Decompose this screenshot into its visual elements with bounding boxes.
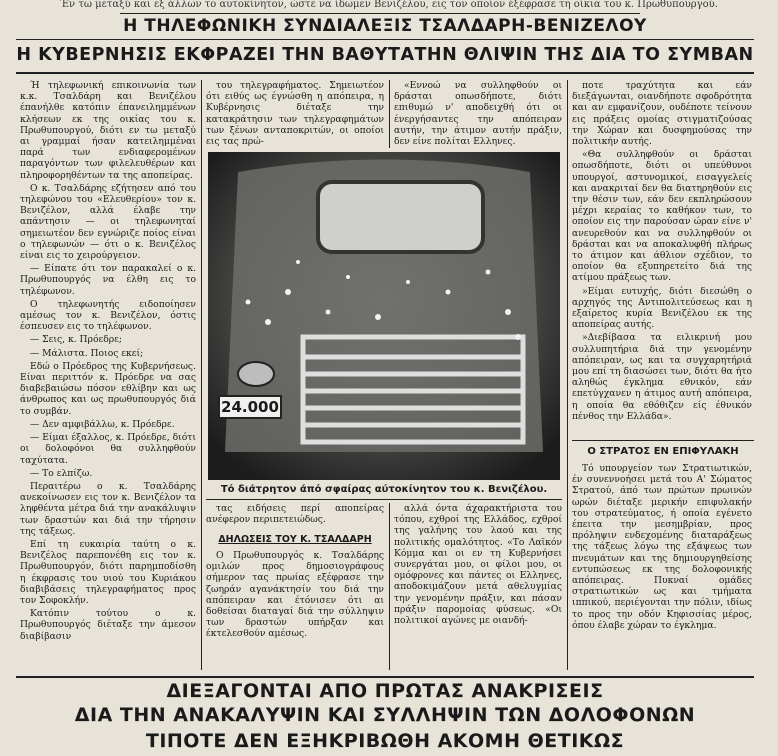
caption-rule (206, 499, 562, 500)
article-column-3-bottom (394, 503, 562, 670)
left-adjacent-column (0, 12, 14, 756)
paragraph: Ο κ. Τσαλδάρης εζήτησεν από του τηλεφώνου του «Ελευθερίου» τον κ. Βενιζέλον, αλλά έλαβε την απάντησιν — οι τηλεφωνηταί σημειωτέον δεν εγνώριζε ποίος είναι ο τηλεφωνών — ότι ο κ. Βενιζέλος είναι εις το χειρούργειον. (20, 182, 196, 262)
article-column-1 (20, 80, 196, 670)
headline-sub-rule (16, 72, 754, 74)
paragraph: Κατόπιν τούτου ο κ. Πρωθυπουργός διέταξε την άμεσον διαβίβασιν (20, 608, 196, 642)
headline-main: Η ΤΗΛΕΦΩΝΙΚΗ ΣΥΝΔΙΑΛΕΞΙΣ ΤΣΑΛΔΑΡΗ-ΒΕΝΙΖΕΛΟΥ (123, 16, 647, 36)
paragraph: — Είπατε ότι τον παρακαλεί ο κ. Πρωθυπουργός να έλθη εις το τηλέφωνον. (20, 263, 196, 297)
top-rule (120, 13, 640, 14)
col-divider-2-top (389, 80, 390, 148)
paragraph: »Διεβίβασα τα ειλικρινή μου συλλυπητήρια διά την γενομένην απόπειραν, ως και τα συγχαρητήριά μου επί τη διασώσει των, διότι θα ήτο αληθώς έγκλημα εθνικόν, εάν επετύγχανεν η άτιμος αυτή απόπειρα, η οποία θα εθόθιζεν είς έθνικόν πένθος την Ελλάδα». (572, 332, 752, 422)
paragraph: «Θα συλληφθούν οι δράσται οπωσδήποτε, διότι οι υπεύθυνοι υπουργοί, αστυνομικοί, εισαγγελείς και ανακριταί δεν θα διατηρηθούν εις την θέσιν των, εάν δεν εκπληρώσουν μέχρι κεραίας το καθήκον των, το οποίον εις την παρούσαν ώραν είνε ν' ανευρεθούν και να συλληφθούν οι δράσται και να αποκαλυφθή πλήρως το άτιμον και άθλιον σχέδιον, το οποίον θα εξυπηρετείτο διά της ατίμου πράξεως των. (572, 149, 752, 284)
article-column-2-top (206, 80, 384, 148)
article-column-2-continued (206, 503, 384, 533)
article-column-2-bottom (206, 550, 384, 670)
top-strip-text: Έν τω μεταξύ και εξ άλλων το αυτοκίνητον, ώστε να ίδωμεν Βενιζέλου, εις τον οποίον έξέφρασε τη οίκια του κ. Πρωθυπουργού. (60, 0, 718, 10)
license-plate: 24.000 (218, 395, 282, 419)
paragraph: »Είμαι ευτυχής, διότι διεσώθη ο αρχηγός της Αντιπολιτεύσεως και η εξαίρετος κυρία Βενιζέλου εκ της αποπείρας αυτής. (572, 285, 752, 331)
paragraph: — Μάλιστα. Ποιος εκεί; (30, 347, 144, 359)
paragraph: του τηλεγραφήματος. Σημειωτέον ότι ειθύς ως έγνώσθη η απόπειρα, η Κυβέρνησις διέταξε την κατακράτησιν των τηλεγραφημάτων των ξένων ανταποκριτών, οι οποίοι εις τας πρώ- (206, 80, 384, 148)
bottom-headline-3: ΤΙΠΟΤΕ ΔΕΝ ΕΞΗΚΡΙΒΩΘΗ ΑΚΟΜΗ ΘΕΤΙΚΩΣ (145, 730, 625, 752)
headline-sub: Η ΚΥΒΕΡΝΗΣΙΣ ΕΚΦΡΑΖΕΙ ΤΗΝ ΒΑΘΥΤΑΤΗΝ ΘΛΙΨΙΝ ΤΗΣ ΔΙΑ ΤΟ ΣΥΜΒΑΝ (16, 45, 754, 65)
photo-caption: Τό διάτρητον άπό σφαίρας αύτοκίνητον του κ. Βενιζέλου. (220, 484, 548, 495)
paragraph: — Το ελπίζω. (30, 467, 93, 479)
right-adjacent-column (756, 0, 778, 756)
paragraph: — Σεις, κ. Πρόεδρε; (30, 334, 123, 346)
article-column-4-bottom (572, 463, 752, 670)
paragraph: Τό υπουργείον των Στρατιωτικών, έν συνεννοήσει μετά του Α' Σώματος Στρατού, άπό των πρώτων πρωινών ωρών διέταξε μερικήν επιφυλακήν του στρατεύματος, ή οποία εγένετο έπειτα την μεσημβρίαν, προς πρόληψιν ενδεχομένης διαταράξεως της τάξεως λόγω της εξάψεως των πνευμάτων και της δημιουργηθείσης εντυπώσεως εκ της δολοφονικής απόπειρας. Πυκναί ομάδες στρατιωτικών ως και τμήματα ιππικού, περιέγονται την πόλιν, ιδίως το προς την οδόν Κηφισσίας μέρος, όπου έλαβε χώραν το έγκλημα. (572, 463, 752, 631)
paragraph: Περαιτέρω ο κ. Τσαλδάρης ανεκοίνωσεν εις τον κ. Βενιζέλον τα ληφθέντα μέτρα διά την ανακάλυψιν των δραστών και διά την τήρησιν της τάξεως. (20, 480, 196, 537)
paragraph: ποτε τραχύτητα και εάν διεξάγωνται, οιανδήποτε σφοδρότητα και αν εμφανίζουν, ουδέποτε τείνουν εις πράξεις ομοίας στιγματιζούσας την Χώραν και δυσφημούσας την πολιτικήν αυτής. (572, 80, 752, 148)
paragraph: αλλά όντα άχαρακτήριστα του τόπου, εχθροί της Ελλάδος, εχθροί της γαλήνης του λαού και της πολιτικής ομαλότητος. «Το Λαϊκόν Κόμμα και οι εν τη Κυβερνήσει συνεργάται μου, οι φίλοι μου, οι ομόφρονες και πάντες οι Ελληνες, αποδοκιμάζουν μετά αθελυγμίας την γενομένην πράξιν, και πάσαν πράξιν παρομοίας φύσεως. «Οι πολιτικοί αγώνες με οιανδή- (394, 503, 562, 627)
col-divider-1 (201, 80, 202, 670)
article-column-3-top (394, 80, 562, 148)
subhead-rule (572, 440, 754, 441)
col-divider-3 (567, 80, 568, 670)
article-column-4 (572, 80, 752, 437)
subhead-army-alert: Ο ΣΤΡΑΤΟΣ ΕΝ ΕΠΙΦΥΛΑΚΗ (587, 446, 739, 457)
paragraph: Επί τη ευκαιρία ταύτη ο κ. Βενιζέλος παρεπονέθη εις τον κ. Πρωθυπουργόν, διότι παρημποδίσθη η έκφρασις του υιού του Κυριάκου διαβιβάσεις τηλεγραφήματος προς τον Σοφοκλήν. (20, 538, 196, 606)
paragraph: Εδώ ο Πρόεδρος της Κυβερνήσεως. Είναι περιττόν κ. Πρόεδρε να σας διαβεβαιώσω πόσον εθλίβην και ως άνθρωπος και ως πρωθυπουργός διά το συμβάν. (20, 360, 196, 417)
paragraph: Ο Πρωθυπουργός κ. Τσαλδάρης ομιλών προς δημοσιογράφους σήμερον τας πρωίας εξέφρασε την ζωηράν αγανάκτησίν του διά την απόπειραν και έτόνισεν ότι αι δοθείσαι διαταγαί διά την σύλληψιν των δραστών υπήρξαν και έκτελεσθούν αμέσως. (206, 550, 384, 640)
bottom-headline-2: ΔΙΑ ΤΗΝ ΑΝΑΚΑΛΥΨΙΝ ΚΑΙ ΣΥΛΛΗΨΙΝ ΤΩΝ ΔΟΛΟΦΟΝΩΝ (74, 704, 696, 726)
paragraph: Ο τηλεφωνητής ειδοποίησεν αμέσως τον κ. Βενιζέλον, όστις έσπευσεν εις το τηλέφωνον. (20, 298, 196, 333)
paragraph: — Είμαι έξαλλος, κ. Πρόεδρε, διότι οι δολοφόνοι θα συλληφθούν ταχύτατα. (20, 432, 196, 466)
quote-paragraph: «Εννοώ να συλληφθούν οι δράσται οπωσδήποτε, διότι επιθυμώ ν' αποδειχθή ότι οι ένεργήσαντες την απόπειραν αυτήν, την άτιμον αυτήν πράξιν, δεν είνε πολίται Ελληνες. (394, 80, 562, 148)
headline-rule (16, 39, 754, 40)
col-divider-2-bottom (389, 503, 390, 670)
car-photo (208, 152, 560, 480)
subhead-tsaldaris-statements: ΔΗΛΩΣΕΙΣ ΤΟΥ Κ. ΤΣΑΛΔΑΡΗ (218, 534, 372, 545)
car-photo-illustration (208, 152, 560, 480)
bottom-head-rule (16, 676, 754, 678)
paragraph: Ή τηλεφωνική επικοινωνία των κ.κ. Τσαλδάρη και Βενιζέλου έπανήλθε κατόπιν έπανειλημμένων κλήσεων εκ της οικίας του κ. Πρωθυπουργού, διότι εν τω μεταξύ αι γραμμαί ήσαν κατειλημμέναι παρά των ενδιαφερομένων παραγόντων των φιλελευθέρων και πληροφορηθέντων τα της αποπείρας. (20, 80, 196, 181)
paragraph: τας ειδήσεις περί αποπείρας ανέφερον περιπετειώδως. (206, 503, 384, 526)
paragraph: — Δεν αμφιβάλλω, κ. Πρόεδρε. (30, 418, 175, 430)
bottom-headline-1: ΔΙΕΞΑΓΟΝΤΑΙ ΑΠΟ ΠΡΩΤΑΣ ΑΝΑΚΡΙΣΕΙΣ (166, 680, 604, 702)
